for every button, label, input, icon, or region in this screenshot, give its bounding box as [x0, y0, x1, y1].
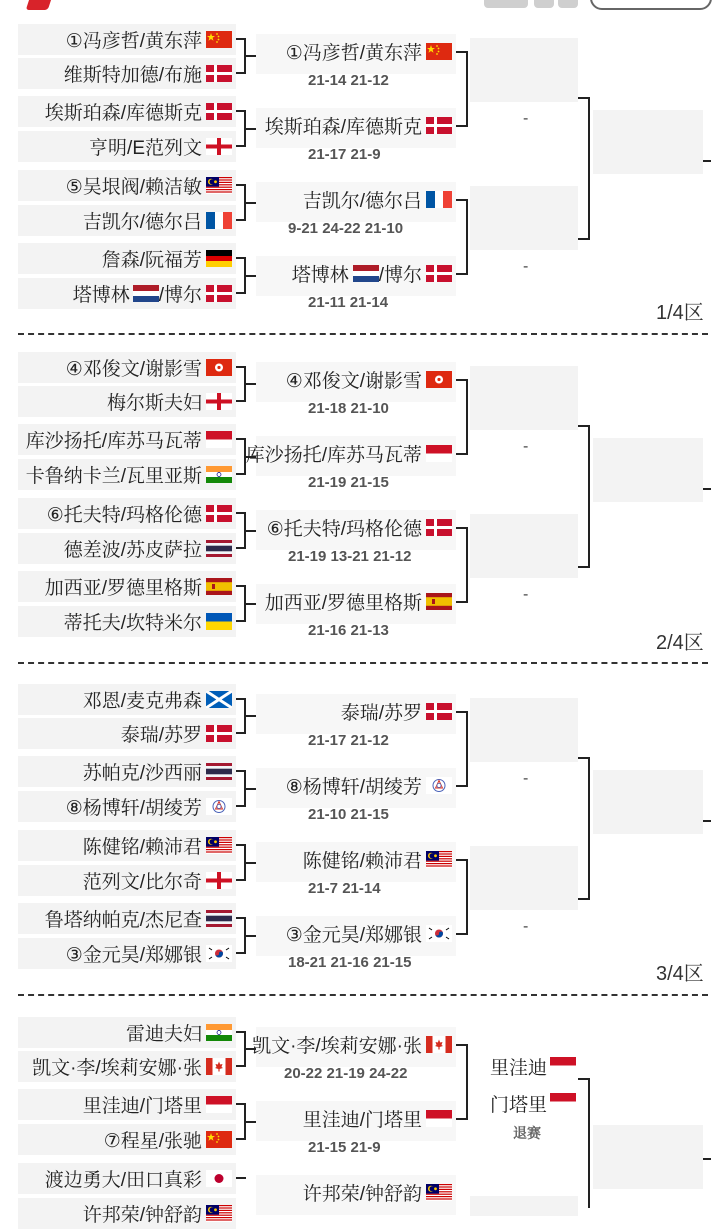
flag-germany-icon	[206, 250, 232, 267]
bracket-line	[18, 333, 708, 335]
flag-canada-icon	[206, 1058, 232, 1075]
bracket-line	[236, 1177, 246, 1179]
winner-row[interactable]	[250, 1103, 452, 1133]
winner-row[interactable]	[250, 1029, 452, 1059]
winner-row[interactable]	[250, 364, 452, 394]
bracket-line	[466, 859, 468, 935]
empty-result: -	[523, 918, 529, 935]
flag-malaysia-icon	[426, 1184, 452, 1201]
flag-indonesia-icon	[550, 1093, 576, 1110]
player-row[interactable]	[18, 938, 236, 969]
flag-denmark-icon	[426, 703, 452, 720]
player-row[interactable]	[18, 756, 236, 787]
player-name: ⑥托夫特/玛格伦德	[46, 505, 202, 526]
player-row[interactable]	[18, 606, 236, 637]
winner-row[interactable]	[250, 1177, 452, 1207]
toolbar-button[interactable]	[534, 0, 554, 8]
bracket-line	[588, 1078, 590, 1208]
bracket-line	[703, 1158, 711, 1160]
player-name: 卡鲁纳卡兰/瓦里亚斯	[25, 466, 202, 487]
bracket-line	[466, 1044, 468, 1120]
player-row[interactable]	[18, 278, 236, 309]
bracket-line	[466, 199, 468, 275]
bracket-line	[466, 379, 468, 455]
player-name: 詹森/阮福芳	[101, 250, 202, 271]
quarter-label: 1/4区	[656, 302, 704, 324]
flag-indonesia-icon	[426, 1110, 452, 1127]
player-name: /博尔	[158, 285, 202, 306]
match-cell	[593, 770, 703, 834]
flag-france-icon	[206, 212, 232, 229]
flag-indonesia-icon	[426, 445, 452, 462]
bracket-line	[588, 425, 590, 568]
winner-row[interactable]	[250, 844, 452, 874]
flag-spain-icon	[426, 593, 452, 610]
bracket-line	[703, 160, 711, 162]
bracket-line	[466, 527, 468, 603]
player-row[interactable]	[18, 170, 236, 201]
player-name: 亨明/E范列文	[89, 138, 202, 159]
player-row[interactable]	[18, 131, 236, 162]
winner-name: 库沙扬托/库苏马瓦蒂	[245, 444, 422, 466]
match-cell	[470, 698, 578, 762]
match-cell	[593, 438, 703, 502]
player-name: ③金元昊/郑娜银	[65, 945, 202, 966]
player-name: 吉凯尔/德尔吕	[82, 212, 202, 233]
match-cell	[470, 366, 578, 430]
flag-hong-kong-icon	[426, 371, 452, 388]
player-name: ⑧杨博轩/胡绫芳	[65, 798, 202, 819]
player-row[interactable]	[18, 96, 236, 127]
player-name: 梅尔斯夫妇	[106, 393, 202, 414]
player-row[interactable]	[18, 1017, 236, 1048]
player-name: 凯文·李/埃莉安娜·张	[32, 1058, 202, 1079]
player-name: ④邓俊文/谢影雪	[65, 359, 202, 380]
player-row[interactable]	[18, 865, 236, 896]
semifinal-winner-name: 里洼迪	[490, 1058, 548, 1079]
player-row[interactable]	[18, 1089, 236, 1120]
match-score: 21-11 21-14	[308, 294, 389, 311]
flag-indonesia-icon	[206, 1096, 232, 1113]
match-score: 21-17 21-9	[308, 146, 381, 163]
winner-name: 许邦荣/钟舒韵	[302, 1183, 422, 1205]
winner-name: ④邓俊文/谢影雪	[285, 370, 422, 392]
player-row[interactable]	[18, 1198, 236, 1229]
flag-indonesia-icon	[206, 431, 232, 448]
toolbar-button[interactable]	[484, 0, 528, 8]
player-name: ①冯彦哲/黄东萍	[65, 31, 202, 52]
winner-name: 陈健铭/赖沛君	[302, 850, 422, 872]
match-score: 9-21 24-22 21-10	[288, 220, 404, 237]
match-cell	[470, 186, 578, 250]
match-cell	[470, 846, 578, 910]
flag-china-icon	[426, 43, 452, 60]
player-row[interactable]	[18, 1163, 236, 1194]
match-cell	[470, 514, 578, 578]
player-row[interactable]	[18, 1051, 236, 1082]
match-score: 21-10 21-15	[308, 806, 389, 823]
match-score: 18-21 21-16 21-15	[288, 954, 412, 971]
flag-chinese-taipei-icon	[426, 777, 452, 794]
flag-netherlands-icon	[133, 285, 159, 302]
app-logo	[26, 0, 56, 10]
bracket-line	[18, 662, 708, 664]
flag-thailand-icon	[206, 763, 232, 780]
player-row[interactable]	[18, 24, 236, 55]
player-row[interactable]	[18, 58, 236, 89]
semifinal-winner-name: 门塔里	[490, 1095, 548, 1116]
player-row[interactable]	[18, 571, 236, 602]
flag-malaysia-icon	[206, 177, 232, 194]
match-score: 21-19 13-21 21-12	[288, 548, 412, 565]
flag-thailand-icon	[206, 540, 232, 557]
flag-chinese-taipei-icon	[206, 798, 232, 815]
flag-china-icon	[206, 31, 232, 48]
player-name: 范列文/比尔奇	[82, 872, 202, 893]
flag-malaysia-icon	[426, 851, 452, 868]
flag-south-korea-icon	[206, 945, 232, 962]
empty-result: -	[523, 586, 529, 603]
winner-name: ③金元昊/郑娜银	[285, 924, 422, 946]
winner-row[interactable]	[250, 586, 452, 616]
player-row[interactable]	[18, 903, 236, 934]
player-name: 陈健铭/赖沛君	[82, 837, 202, 858]
flag-china-icon	[206, 1131, 232, 1148]
player-row[interactable]	[18, 459, 236, 490]
flag-denmark-icon	[206, 505, 232, 522]
player-row[interactable]	[18, 352, 236, 383]
filter-pill[interactable]	[590, 0, 712, 10]
player-row[interactable]	[18, 386, 236, 417]
winner-row[interactable]	[250, 110, 452, 140]
winner-row[interactable]	[250, 36, 452, 66]
winner-name: 凯文·李/埃莉安娜·张	[252, 1035, 422, 1057]
quarter-label: 3/4区	[656, 963, 704, 985]
match-score: 21-18 21-10	[308, 400, 389, 417]
player-row[interactable]	[18, 1124, 236, 1155]
winner-row[interactable]	[250, 512, 452, 542]
player-name: 渡边勇大/田口真彩	[44, 1170, 202, 1191]
match-score: 21-17 21-12	[308, 732, 389, 749]
match-cell	[470, 38, 578, 102]
player-row[interactable]	[18, 830, 236, 861]
flag-hong-kong-icon	[206, 359, 232, 376]
player-row[interactable]	[18, 243, 236, 274]
flag-scotland-icon	[206, 691, 232, 708]
bracket-line	[588, 757, 590, 900]
player-row[interactable]	[18, 498, 236, 529]
flag-france-icon	[426, 191, 452, 208]
flag-denmark-icon	[426, 117, 452, 134]
flag-indonesia-icon	[550, 1057, 576, 1074]
flag-denmark-icon	[426, 265, 452, 282]
player-name: 雷迪夫妇	[125, 1024, 202, 1045]
bracket-line	[703, 820, 711, 822]
match-score: 20-22 21-19 24-22	[284, 1065, 408, 1082]
player-name: 鲁塔纳帕克/杰尼查	[44, 910, 202, 931]
player-row[interactable]	[18, 205, 236, 236]
top-bar	[0, 0, 720, 14]
match-score: 21-15 21-9	[308, 1139, 381, 1156]
player-name: 蒂托夫/坎特米尔	[63, 613, 202, 634]
player-row[interactable]	[18, 424, 236, 455]
empty-result: -	[523, 110, 529, 127]
player-name: 邓恩/麦克弗森	[82, 691, 202, 712]
player-row[interactable]	[18, 718, 236, 749]
winner-name: ①冯彦哲/黄东萍	[285, 42, 422, 64]
player-name: 加西亚/罗德里格斯	[44, 578, 202, 599]
toolbar-button[interactable]	[558, 0, 578, 8]
flag-denmark-icon	[206, 285, 232, 302]
flag-denmark-icon	[206, 65, 232, 82]
flag-denmark-icon	[426, 519, 452, 536]
winner-name: 加西亚/罗德里格斯	[264, 592, 422, 614]
match-score: 21-14 21-12	[308, 72, 389, 89]
player-name: ⑤吴垠阀/赖洁敏	[65, 177, 202, 198]
winner-row[interactable]	[250, 918, 452, 948]
player-name: 维斯特加德/布施	[63, 65, 202, 86]
player-name: 库沙扬托/库苏马瓦蒂	[25, 431, 202, 452]
winner-name: ⑥托夫特/玛格伦德	[266, 518, 422, 540]
quarter-label: 2/4区	[656, 632, 704, 654]
flag-ukraine-icon	[206, 613, 232, 630]
flag-south-korea-icon	[426, 925, 452, 942]
bracket-line	[466, 51, 468, 127]
bracket-line	[18, 994, 708, 996]
player-row[interactable]	[18, 684, 236, 715]
player-name: 苏帕克/沙西丽	[82, 763, 202, 784]
bracket-line	[703, 488, 711, 490]
winner-name: 泰瑞/苏罗	[340, 702, 422, 724]
player-name: 泰瑞/苏罗	[120, 725, 202, 746]
match-score: 21-16 21-13	[308, 622, 389, 639]
winner-row[interactable]	[250, 696, 452, 726]
match-cell	[593, 110, 703, 174]
winner-row[interactable]	[250, 770, 452, 800]
winner-name: 塔博林	[291, 264, 349, 286]
player-name: 塔博林	[72, 285, 130, 306]
flag-england-icon	[206, 872, 232, 889]
flag-canada-icon	[426, 1036, 452, 1053]
flag-denmark-icon	[206, 103, 232, 120]
match-score: 21-7 21-14	[308, 880, 381, 897]
flag-england-icon	[206, 138, 232, 155]
player-row[interactable]	[18, 533, 236, 564]
flag-denmark-icon	[206, 725, 232, 742]
empty-result: -	[523, 438, 529, 455]
match-cell	[593, 1125, 703, 1189]
flag-england-icon	[206, 393, 232, 410]
winner-row[interactable]	[245, 438, 452, 468]
retired-note: 退赛	[513, 1125, 541, 1141]
player-name: 德差波/苏皮萨拉	[63, 540, 202, 561]
empty-result: -	[523, 258, 529, 275]
flag-malaysia-icon	[206, 837, 232, 854]
bracket-line	[588, 97, 590, 240]
winner-name: 埃斯珀森/库德斯克	[264, 116, 422, 138]
winner-name: 里洼迪/门塔里	[302, 1109, 422, 1131]
flag-netherlands-icon	[353, 265, 379, 282]
flag-spain-icon	[206, 578, 232, 595]
winner-name: ⑧杨博轩/胡绫芳	[285, 776, 422, 798]
flag-thailand-icon	[206, 910, 232, 927]
flag-india-icon	[206, 1024, 232, 1041]
match-score: 21-19 21-15	[308, 474, 389, 491]
winner-name: /博尔	[378, 264, 422, 286]
empty-result: -	[523, 770, 529, 787]
flag-india-icon	[206, 466, 232, 483]
bracket-line	[466, 711, 468, 787]
player-name: 里洼迪/门塔里	[82, 1096, 202, 1117]
flag-malaysia-icon	[206, 1205, 232, 1222]
winner-name: 吉凯尔/德尔吕	[302, 190, 422, 212]
player-row[interactable]	[18, 791, 236, 822]
match-cell	[470, 1196, 578, 1216]
player-name: 许邦荣/钟舒韵	[82, 1205, 202, 1226]
player-name: 埃斯珀森/库德斯克	[44, 103, 202, 124]
winner-row[interactable]	[250, 258, 452, 288]
flag-japan-icon	[206, 1170, 232, 1187]
winner-row[interactable]	[250, 184, 452, 214]
player-name: ⑦程星/张驰	[103, 1131, 202, 1152]
